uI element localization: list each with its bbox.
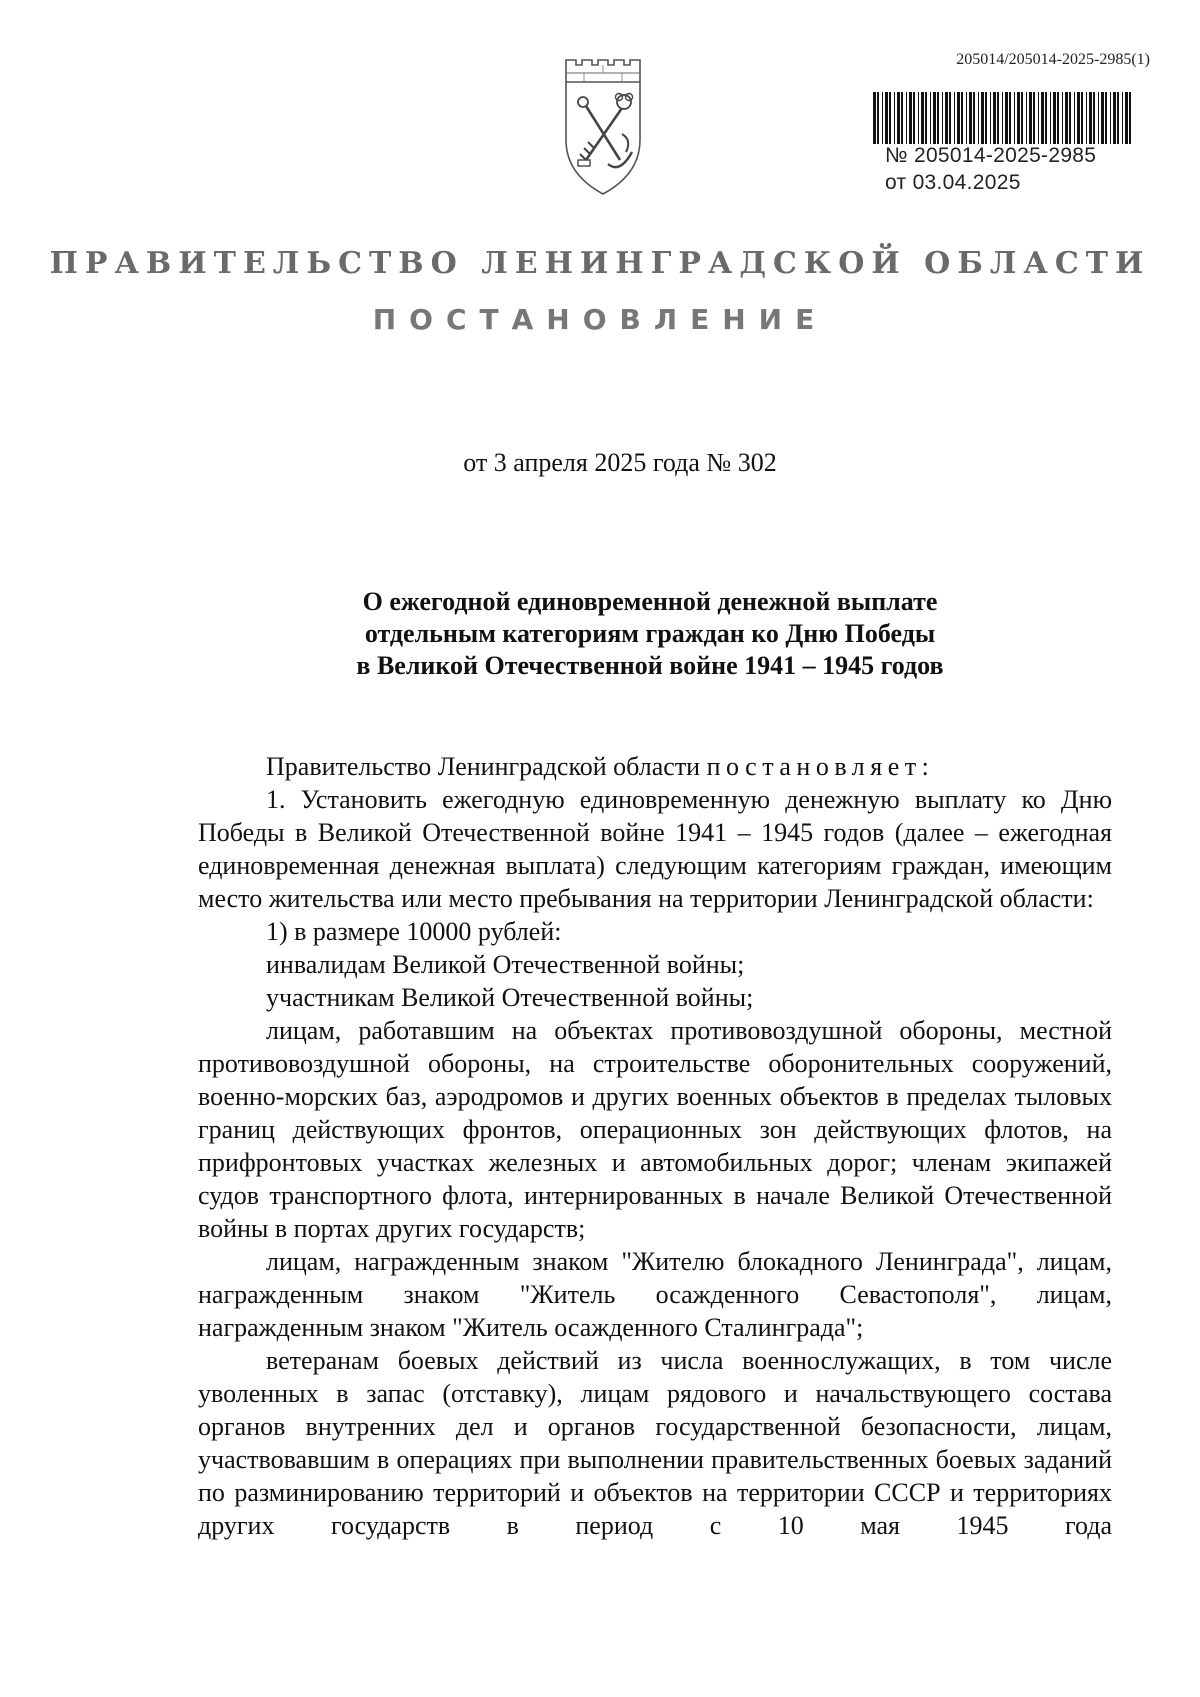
preamble-lead: Правительство Ленинградской области: [266, 752, 701, 781]
barcode: [873, 92, 1133, 144]
preamble: [198, 750, 1112, 783]
government-title: ПРАВИТЕЛЬСТВО ЛЕНИНГРАДСКОЙ ОБЛАСТИ: [49, 246, 1151, 281]
paragraph: лицам, работавшим на объектах противовоздушной обороны, местной противовоздушной обороны, на строительстве оборонительных сооружений, военно-морских баз, аэродромов и других военных объектов в пределах тыловых границ действующих фронтов, операционных зон действующих флотов, на прифронтовых участках железных и автомобильных дорог; членам экипажей судов транспортного флота, интернированных в начале Великой Отечественной войны в портах других государств;: [198, 1016, 1112, 1243]
document-type: ПОСТАНОВЛЕНИЕ: [372, 303, 828, 336]
document-body: [198, 750, 1112, 1542]
paragraph: участникам Великой Отечественной войны;: [266, 983, 754, 1012]
paragraph: инвалидам Великой Отечественной войны;: [266, 950, 745, 979]
coat-of-arms-icon: [560, 56, 646, 198]
document-date-number: от 3 апреля 2025 года № 302: [463, 448, 777, 477]
subject-line: в Великой Отечественной войне 1941 – 1945 годов: [356, 651, 944, 680]
paragraph: 1) в размере 10000 рублей:: [266, 917, 562, 946]
preamble-verb: постановляет:: [706, 752, 935, 781]
document-subject: [300, 586, 1000, 682]
registration-code: 205014/205014-2025-2985(1): [956, 51, 1150, 68]
subject-line: отдельным категориям граждан ко Дню Победы: [364, 619, 936, 648]
paragraph: 1. Установить ежегодную единовременную денежную выплату ко Дню Победы в Великой Отечественной войне 1941 – 1945 годов (далее – ежегодная единовременная денежная выплата) следующим категориям граждан, имеющим место жительства или место пребывания на территории Ленинградской области:: [198, 785, 1112, 913]
subject-line: О ежегодной единовременной денежной выплате: [362, 587, 938, 616]
registration-date: от 03.04.2025: [885, 171, 1021, 194]
paragraph: лицам, награжденным знаком "Жителю блокадного Ленинграда", лицам, награжденным знаком "Житель осажденного Севастополя", лицам, награжденным знаком "Житель осажденного Сталинграда";: [198, 1247, 1112, 1342]
paragraph: ветеранам боевых действий из числа военнослужащих, в том числе уволенных в запас (отставку), лицам рядового и начальствующего состава органов внутренних дел и органов государственной безопасности, лицам, участвовавшим в операциях при выполнении правительственных боевых заданий по разминированию территорий и объектов на территории СССР и территориях других государств в период с 10 мая 1945 года: [198, 1346, 1112, 1540]
registration-number: № 205014-2025-2985: [885, 144, 1097, 167]
